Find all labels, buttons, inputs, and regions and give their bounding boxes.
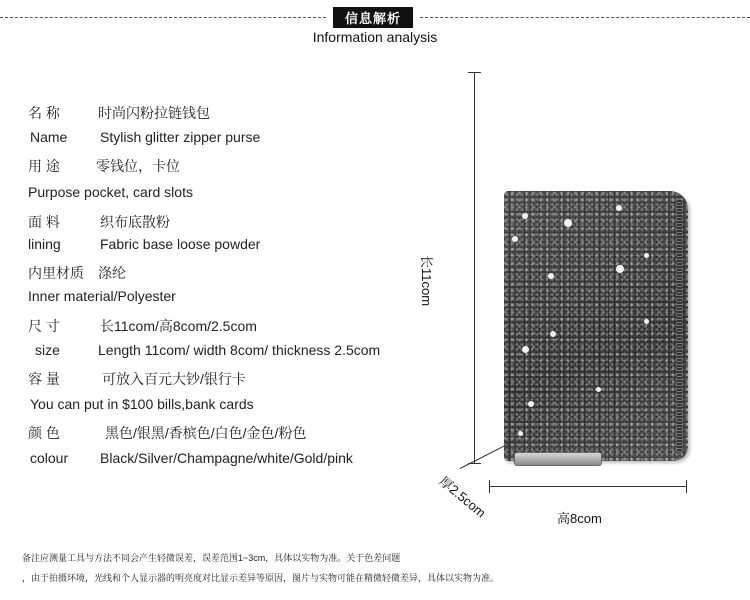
- spec-label: 尺 寸: [28, 318, 60, 334]
- length-dimension-line: [474, 72, 475, 464]
- spec-label: 内里材质: [28, 265, 84, 281]
- spec-value: 零钱位，卡位: [96, 158, 180, 174]
- spec-value: Black/Silver/Champagne/white/Gold/pink: [100, 450, 353, 466]
- spec-value: 黑色/银黑/香槟色/白色/金色/粉色: [105, 425, 307, 441]
- sparkle: [564, 219, 572, 227]
- sparkle: [522, 213, 528, 219]
- spec-label: lining: [28, 236, 61, 252]
- spec-label: Purpose pocket, card slots: [28, 184, 193, 200]
- sparkle: [512, 236, 518, 242]
- zipper-pull: [514, 452, 602, 466]
- spec-label: 用 途: [28, 158, 60, 174]
- sparkle: [550, 331, 556, 337]
- sparkle: [522, 346, 529, 353]
- spec-value: 织布底散粉: [100, 214, 170, 230]
- spec-value: 涤纶: [98, 265, 126, 281]
- spec-label: 面 料: [28, 214, 60, 230]
- sparkle: [644, 253, 649, 258]
- spec-label: Inner material/Polyester: [28, 288, 176, 304]
- footer-note-line-1: 备注应测量工具与方法不同会产生轻微误差，误差范围1~3cm，具体以实物为准。关于色差问题: [22, 553, 401, 563]
- length-dimension-cap-top: [468, 72, 481, 73]
- spec-label: 名 称: [28, 105, 60, 121]
- height-dimension-line: [489, 486, 687, 487]
- sparkle: [548, 273, 554, 279]
- spec-value: Fabric base loose powder: [100, 236, 261, 252]
- footer-note-line-2: ，由于拍摄环境，光线和个人显示器的明亮度对比显示差异等原因，图片与实物可能在精微轻微差异，具体以实物为准。: [22, 573, 500, 583]
- spec-label: colour: [30, 450, 69, 466]
- length-dimension-label: 长11com: [419, 255, 434, 307]
- spec-value: Length 11com/ width 8com/ thickness 2.5com: [98, 342, 381, 358]
- header-title-badge: 信息解析: [333, 7, 413, 28]
- sparkle: [518, 431, 523, 436]
- header-subtitle: Information analysis: [312, 29, 438, 45]
- height-dimension-label: 高8com: [557, 511, 602, 526]
- sparkle: [616, 205, 622, 211]
- spec-label: You can put in $100 bills,bank cards: [30, 396, 254, 412]
- spec-label: 容 量: [28, 371, 60, 387]
- height-dimension-cap-right: [686, 480, 687, 493]
- spec-value: 可放入百元大钞/银行卡: [102, 371, 246, 387]
- height-dimension-cap-left: [489, 480, 490, 493]
- spec-label: Name: [30, 129, 68, 145]
- header-divider-right: [420, 17, 750, 18]
- sparkle: [644, 319, 649, 324]
- header-divider-left: [0, 17, 326, 18]
- spec-value: 时尚闪粉拉链钱包: [98, 105, 210, 121]
- sparkle: [596, 387, 601, 392]
- sparkle: [616, 265, 624, 273]
- spec-value: 长11com/高8com/2.5com: [100, 318, 257, 334]
- spec-value: Stylish glitter zipper purse: [100, 129, 261, 145]
- sparkle: [528, 401, 534, 407]
- product-wallet-image: [504, 191, 688, 461]
- spec-label: 颜 色: [28, 425, 60, 441]
- spec-label: size: [35, 342, 60, 358]
- thickness-dimension-label: 厚2.5com: [436, 473, 489, 521]
